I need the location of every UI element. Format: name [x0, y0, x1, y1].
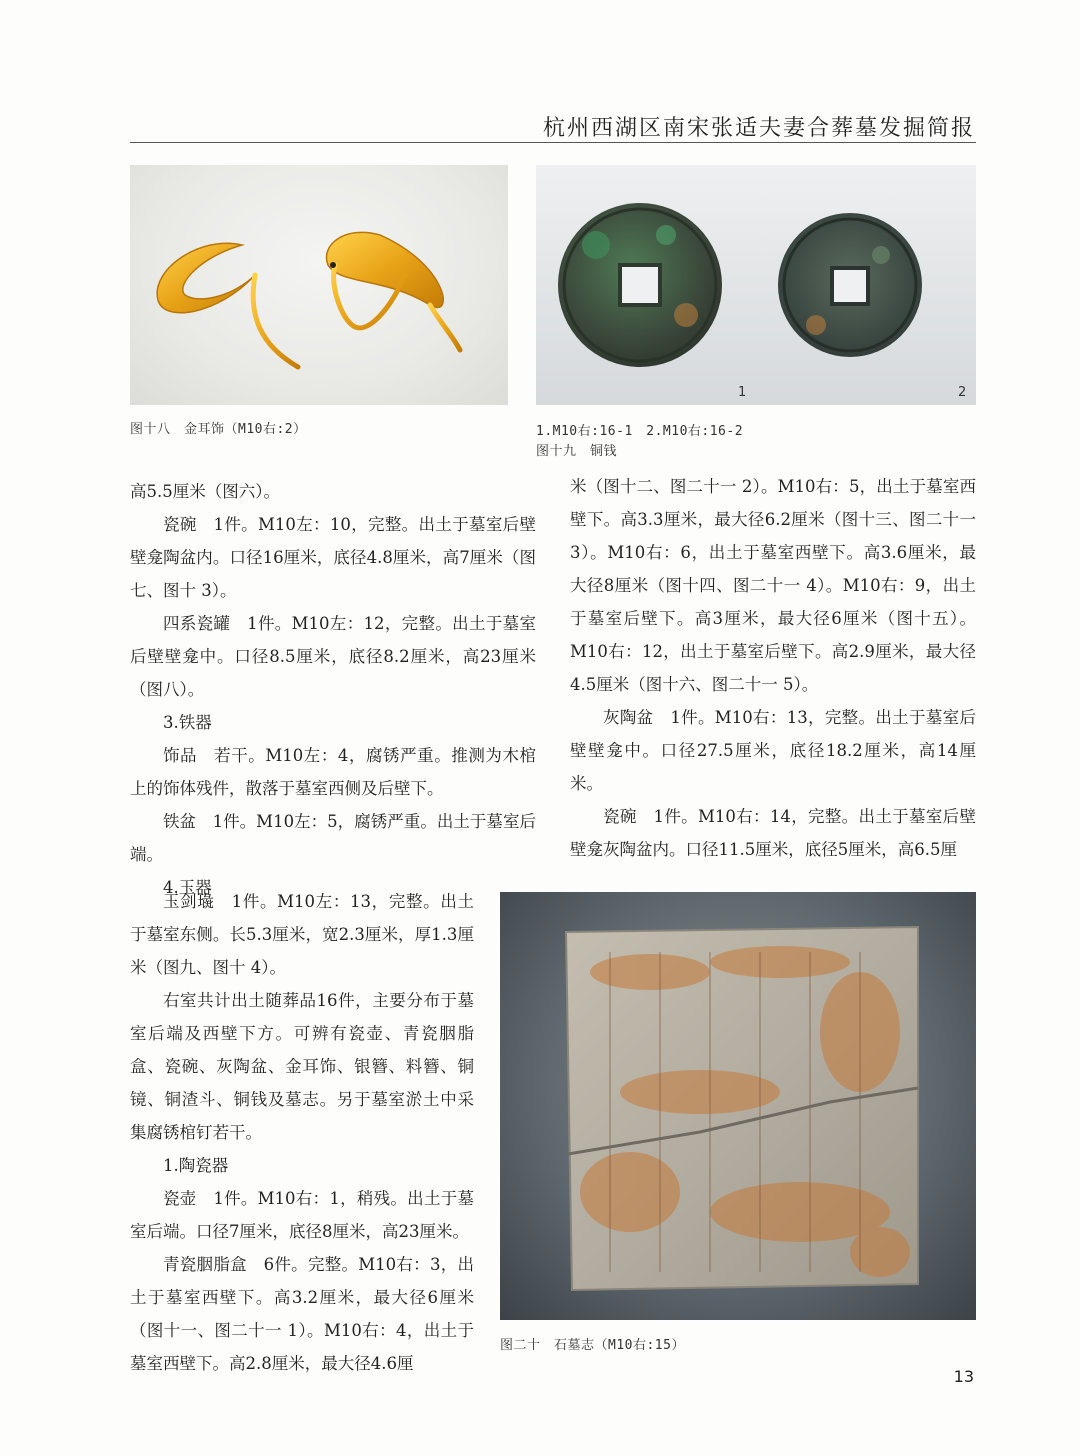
left-column-lower — [130, 885, 474, 1380]
stone-epitaph-illustration — [500, 892, 976, 1320]
coin-1 — [558, 203, 722, 367]
paragraph: 玉剑璏 1件。M10左：13，完整。出土于墓室东侧。长5.3厘米，宽2.3厘米，厚1.3厘米（图九、图十 4）。 — [130, 892, 474, 977]
paragraph: 高5.5厘米（图六）。 — [130, 482, 280, 501]
paragraph: 灰陶盆 1件。M10右：13，完整。出土于墓室后壁壁龛中。口径27.5厘米，底径18.2厘米，高14厘米。 — [570, 708, 976, 793]
gold-earrings-photo — [130, 165, 508, 405]
paragraph: 青瓷胭脂盒 6件。完整。M10右：3，出土于墓室西壁下。高3.2厘米，最大径6厘米（图十一、图二十一 1）。M10右：4，出土于墓室西壁下。高2.8厘米，最大径4.6厘 — [130, 1255, 474, 1373]
paragraph: 瓷碗 1件。M10左：10，完整。出土于墓室后壁壁龛陶盆内。口径16厘米，底径4.8厘米，高7厘米（图七、图十 3）。 — [130, 515, 536, 600]
left-column-upper — [130, 475, 536, 904]
section-heading: 4.玉器 — [163, 878, 212, 897]
paragraph: 米（图十二、图二十一 2）。M10右：5，出土于墓室西壁下。高3.3厘米，最大径6.2厘米（图十三、图二十一 3）。M10右：6，出土于墓室西壁下。高3.6厘米，最大径8厘米（图十四、图二十一 4）。M10右：9，出土于墓室后壁下。高3厘米，最大径6厘米（图十五）。M10右：12，出土于墓室后壁下。高2.9厘米，最大径4.5厘米（图十六、图二十一 5）。 — [570, 477, 976, 694]
figure-19-caption-items: 1.M10右:16-1 2.M10右:16-2 — [536, 424, 744, 439]
header-title: 杭州西湖区南宋张适夫妻合葬墓发掘简报 — [542, 116, 975, 141]
figure-20-caption: 图二十 石墓志（M10右:15） — [500, 1338, 685, 1353]
bronze-coins-photo — [536, 165, 976, 405]
figure-18-caption: 图十八 金耳饰（M10右:2） — [130, 422, 307, 437]
paragraph: 瓷壶 1件。M10右：1，稍残。出土于墓室后端。口径7厘米，底径8厘米，高23厘米。 — [130, 1189, 474, 1241]
paragraph: 右室共计出土随葬品16件，主要分布于墓室后端及西壁下方。可辨有瓷壶、青瓷胭脂盒、瓷碗、灰陶盆、金耳饰、银簪、料簪、铜镜、铜渣斗、铜钱及墓志。另于墓室淤土中采集腐锈棺钉若干。 — [130, 991, 474, 1142]
section-heading: 1.陶瓷器 — [163, 1156, 229, 1175]
coin-2 — [778, 213, 922, 357]
gold-earrings-illustration — [130, 165, 508, 405]
paragraph: 瓷碗 1件。M10右：14，完整。出土于墓室后壁壁龛灰陶盆内。口径11.5厘米，底径5厘米，高6.5厘 — [570, 807, 976, 859]
right-column-upper — [570, 470, 976, 866]
page-number: 13 — [953, 1367, 974, 1386]
paragraph: 四系瓷罐 1件。M10左：12，完整。出土于墓室后壁壁龛中。口径8.5厘米，底径8.2厘米，高23厘米（图八）。 — [130, 614, 536, 699]
paragraph: 饰品 若干。M10左：4，腐锈严重。推测为木棺上的饰体残件，散落于墓室西侧及后壁下。 — [130, 746, 536, 798]
paragraph: 铁盆 1件。M10左：5，腐锈严重。出土于墓室后端。 — [130, 812, 536, 864]
bronze-coins-illustration — [536, 165, 976, 405]
coin-label-1: 1 — [738, 385, 747, 400]
figure-19-caption: 图十九 铜钱 — [536, 444, 618, 459]
header-rule — [130, 142, 976, 143]
stone-epitaph-photo — [500, 892, 976, 1320]
coin-label-2: 2 — [958, 385, 967, 400]
section-heading: 3.铁器 — [163, 713, 212, 732]
